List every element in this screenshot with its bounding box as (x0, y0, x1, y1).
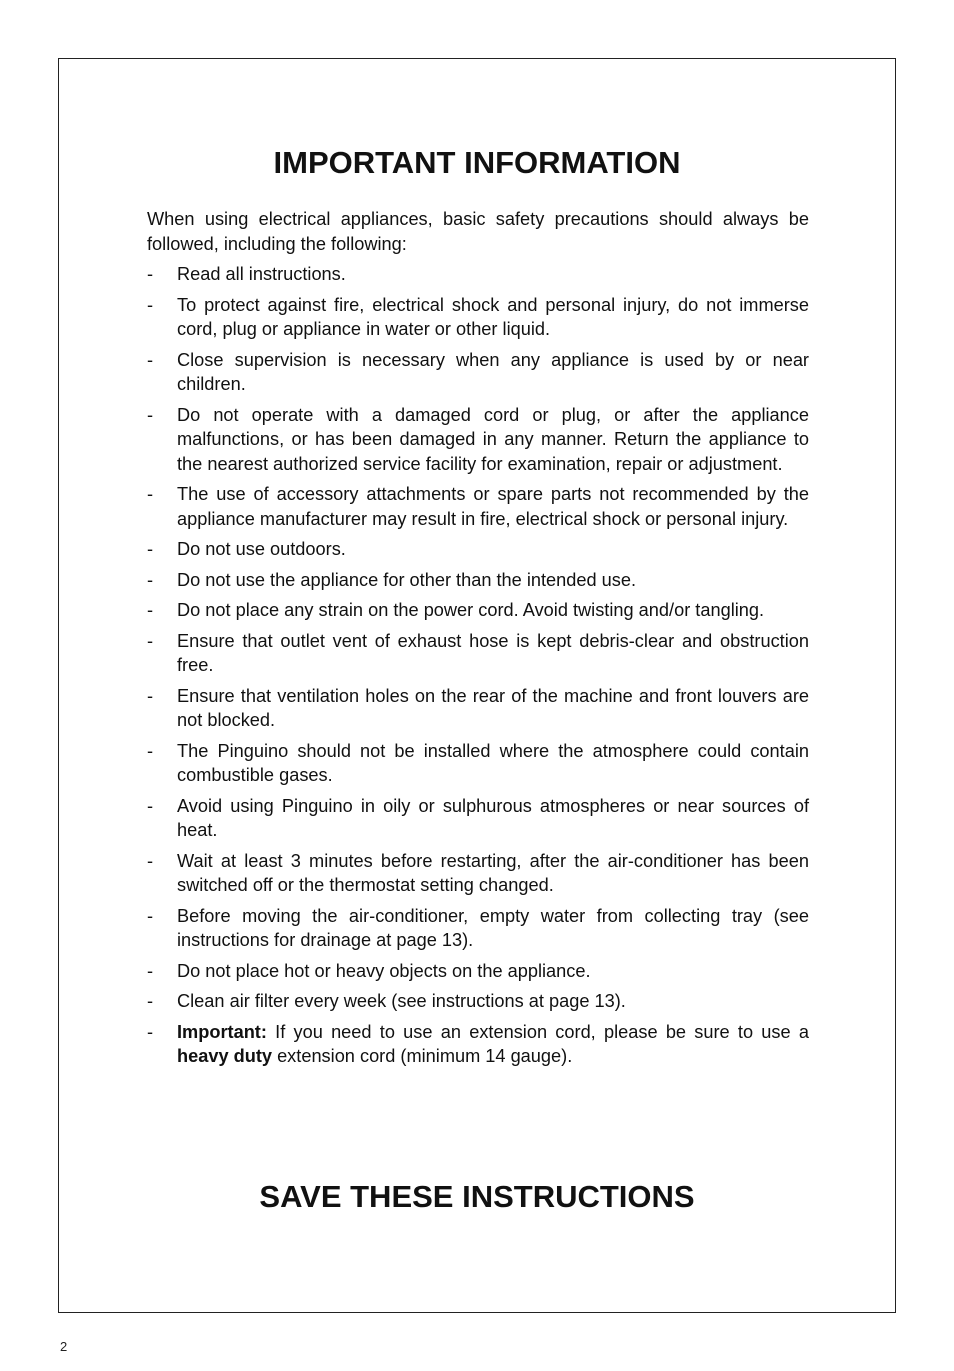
list-item (147, 684, 809, 733)
page-border (58, 58, 896, 1313)
list-item (147, 989, 809, 1014)
bullet-dash: - (147, 294, 154, 315)
extension-cord-text-1: If you need to use an extension cord, please be sure to use a (266, 1021, 809, 1042)
bullet-dash: - (147, 685, 154, 706)
intro-paragraph: When using electrical appliances, basic safety precautions should always be followed, including the following: (147, 209, 809, 254)
page-number: 2 (60, 1339, 68, 1354)
bullet-dash: - (147, 569, 154, 590)
list-item-text (177, 1022, 809, 1067)
bullet-dash: - (147, 404, 154, 425)
heavy-duty-label: heavy duty (177, 1046, 273, 1066)
list-item-text: Ensure that outlet vent of exhaust hose is kept debris-clear and obstruction free. (177, 630, 809, 675)
list-item (147, 537, 809, 562)
bullet-dash: - (147, 740, 154, 761)
list-item-text: Do not use outdoors. (177, 539, 346, 559)
list-item (147, 629, 809, 678)
list-item-text: Ensure that ventilation holes on the rear of the machine and front louvers are not blocked. (177, 685, 809, 730)
important-label: Important: (177, 1021, 267, 1042)
list-item (147, 348, 809, 397)
list-item-important (147, 1020, 809, 1069)
list-item-text: The use of accessory attachments or spare parts not recommended by the appliance manufacturer may result in fire, electrical shock or personal injury. (177, 484, 809, 529)
list-item-text: To protect against fire, electrical shock and personal injury, do not immerse cord, plug or appliance in water or other liquid. (177, 294, 809, 339)
bullet-dash: - (147, 850, 154, 871)
save-instructions-heading: SAVE THESE INSTRUCTIONS (259, 1179, 695, 1214)
list-item-text: Before moving the air-conditioner, empty water from collecting tray (see instructions for drainage at page 13). (177, 905, 809, 950)
list-item-text: Do not use the appliance for other than the intended use. (177, 569, 637, 590)
extension-cord-text-2: extension cord (minimum 14 gauge). (272, 1046, 573, 1066)
bullet-dash: - (147, 960, 154, 981)
list-item (147, 849, 809, 898)
list-item (147, 739, 809, 788)
bullet-dash: - (147, 539, 154, 559)
instructions-body (147, 207, 809, 1075)
list-item-text: Wait at least 3 minutes before restarting, after the air-conditioner has been switched off or the thermostat setting changed. (177, 850, 809, 895)
list-item (147, 598, 809, 623)
list-item-text: Clean air filter every week (see instructions at page 13). (177, 991, 626, 1011)
bullet-dash: - (147, 264, 154, 284)
bullet-dash: - (147, 349, 154, 370)
list-item-text: Do not place any strain on the power cord. Avoid twisting and/or tangling. (177, 600, 765, 620)
list-item (147, 482, 809, 531)
list-item-text: The Pinguino should not be installed where the atmosphere could contain combustible gases. (177, 740, 809, 785)
safety-list (147, 262, 809, 1069)
bullet-dash: - (147, 795, 154, 816)
list-item (147, 403, 809, 477)
list-item (147, 794, 809, 843)
list-item (147, 262, 809, 287)
list-item-text: Do not place hot or heavy objects on the appliance. (177, 960, 591, 981)
bullet-dash: - (147, 484, 154, 504)
list-item (147, 568, 809, 593)
list-item (147, 293, 809, 342)
list-item-text: Do not operate with a damaged cord or plug, or after the appliance malfunctions, or has been damaged in any manner. Return the appliance to the nearest authorized service facility for examination, repair or adjustment. (177, 404, 809, 474)
bullet-dash: - (147, 905, 154, 926)
bullet-dash: - (147, 991, 154, 1011)
list-item-text: Close supervision is necessary when any appliance is used by or near children. (177, 349, 809, 394)
list-item (147, 959, 809, 984)
list-item-text: Read all instructions. (177, 264, 346, 284)
bullet-dash: - (147, 600, 154, 620)
bullet-dash: - (147, 630, 154, 651)
page-title: IMPORTANT INFORMATION (273, 145, 681, 180)
list-item (147, 904, 809, 953)
bullet-dash: - (147, 1021, 154, 1042)
list-item-text: Avoid using Pinguino in oily or sulphurous atmospheres or near sources of heat. (177, 795, 809, 840)
